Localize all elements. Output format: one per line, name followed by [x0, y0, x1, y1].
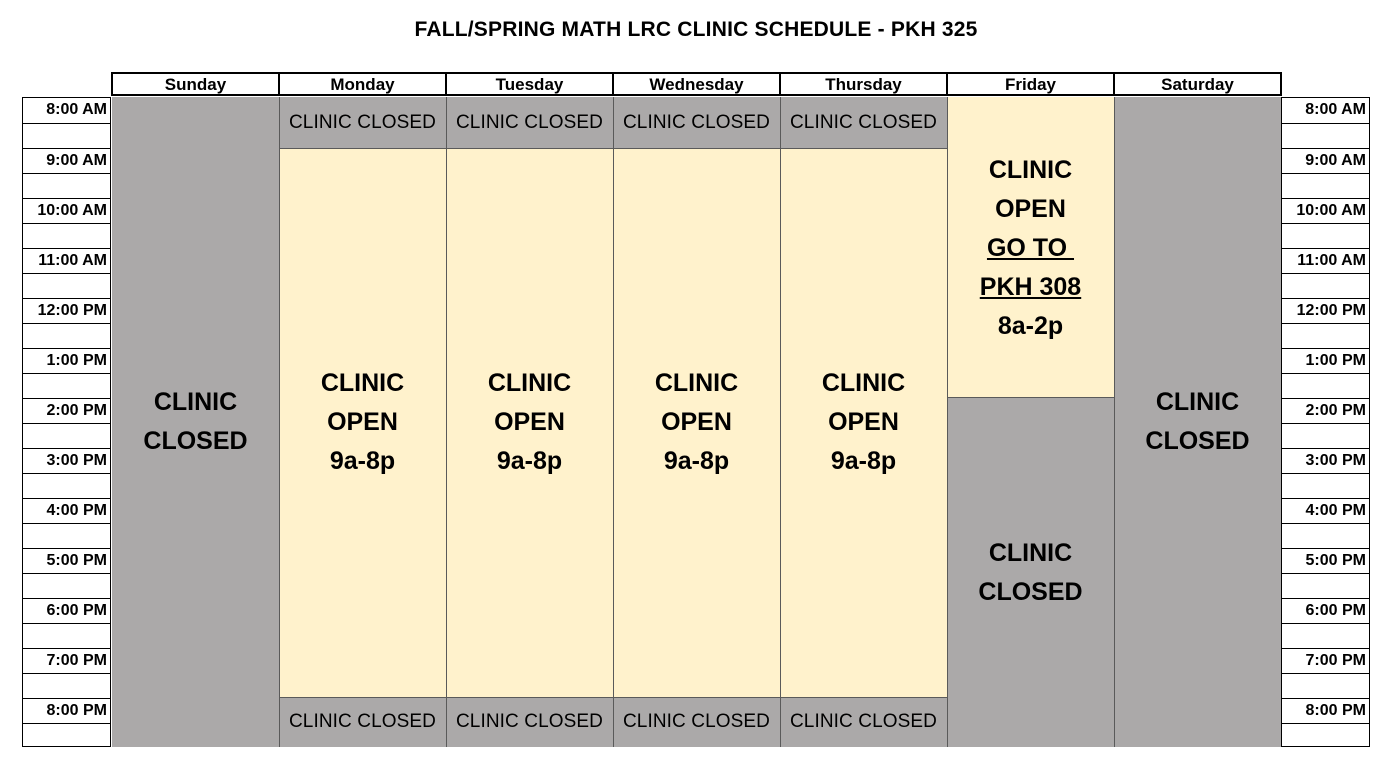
time-label: 11:00 AM	[23, 248, 110, 273]
header-monday: Monday	[278, 72, 447, 96]
time-label: 3:00 PM	[23, 448, 110, 473]
wednesday-morning-closed: CLINIC CLOSED	[613, 97, 780, 148]
time-label: 2:00 PM	[1282, 398, 1369, 423]
closed-line1: CLINIC	[1155, 388, 1240, 416]
monday-open-block	[279, 148, 446, 697]
time-label: 12:00 PM	[23, 298, 110, 323]
time-label: 9:00 AM	[1282, 148, 1369, 173]
open-line2: OPEN	[327, 408, 398, 436]
wednesday-evening-closed: CLINIC CLOSED	[613, 697, 780, 747]
open-line2: OPEN	[494, 408, 565, 436]
wednesday-open-block	[613, 148, 780, 697]
friday-open-hours: 8a-2p	[997, 312, 1064, 340]
closed-line2: CLOSED	[978, 577, 1083, 606]
page-title: FALL/SPRING MATH LRC CLINIC SCHEDULE - PKH 325	[414, 18, 978, 41]
closed-line2: CLOSED	[1145, 427, 1250, 455]
friday-open-line1: CLINIC	[988, 156, 1073, 184]
thursday-evening-closed: CLINIC CLOSED	[780, 697, 947, 747]
open-hours: 9a-8p	[663, 447, 730, 475]
closed-line2: CLOSED	[143, 427, 248, 455]
time-label: 11:00 AM	[1282, 248, 1369, 273]
column-divider	[947, 97, 948, 747]
closed-line1: CLINIC	[988, 538, 1073, 567]
time-column-left	[22, 97, 111, 747]
time-label: 7:00 PM	[1282, 648, 1369, 673]
tuesday-open-block	[446, 148, 613, 697]
open-line2: OPEN	[828, 408, 899, 436]
time-label: 9:00 AM	[23, 148, 110, 173]
header-thursday: Thursday	[779, 72, 948, 96]
tuesday-morning-closed: CLINIC CLOSED	[446, 97, 613, 148]
thursday-morning-closed: CLINIC CLOSED	[780, 97, 947, 148]
time-label: 4:00 PM	[1282, 498, 1369, 523]
time-label: 6:00 PM	[1282, 598, 1369, 623]
friday-open-block	[947, 97, 1114, 397]
column-divider	[780, 97, 781, 747]
time-column-right	[1281, 97, 1370, 747]
column-divider	[613, 97, 614, 747]
time-label: 8:00 AM	[46, 101, 107, 118]
open-line2: OPEN	[661, 408, 732, 436]
open-hours: 9a-8p	[496, 447, 563, 475]
column-divider	[446, 97, 447, 747]
time-label: 7:00 PM	[23, 648, 110, 673]
saturday-closed-block	[1114, 97, 1281, 747]
open-hours: 9a-8p	[329, 447, 396, 475]
sunday-closed-block	[112, 97, 279, 747]
header-friday: Friday	[946, 72, 1115, 96]
time-label: 8:00 PM	[23, 698, 110, 723]
friday-goto-line: GO TO	[986, 234, 1075, 262]
tuesday-evening-closed: CLINIC CLOSED	[446, 697, 613, 747]
header-saturday: Saturday	[1113, 72, 1282, 96]
row-divider	[279, 148, 947, 149]
open-line1: CLINIC	[487, 369, 572, 397]
open-line1: CLINIC	[821, 369, 906, 397]
time-label: 5:00 PM	[23, 548, 110, 573]
time-label: 6:00 PM	[23, 598, 110, 623]
row-divider	[279, 697, 947, 698]
header-tuesday: Tuesday	[445, 72, 614, 96]
time-label: 10:00 AM	[1282, 198, 1369, 223]
friday-open-line2: OPEN	[995, 195, 1066, 223]
friday-closed-block	[947, 398, 1114, 747]
time-label: 4:00 PM	[23, 498, 110, 523]
monday-evening-closed: CLINIC CLOSED	[279, 697, 446, 747]
closed-line1: CLINIC	[153, 388, 238, 416]
column-divider	[1114, 97, 1115, 747]
open-line1: CLINIC	[320, 369, 405, 397]
thursday-open-block	[780, 148, 947, 697]
open-hours: 9a-8p	[830, 447, 897, 475]
friday-room-line: PKH 308	[979, 273, 1082, 301]
time-label: 5:00 PM	[1282, 548, 1369, 573]
time-label: 1:00 PM	[1282, 348, 1369, 373]
time-label: 8:00 PM	[1282, 698, 1369, 723]
time-label: 8:00 AM	[1305, 101, 1366, 118]
time-label: 12:00 PM	[1282, 298, 1369, 323]
open-line1: CLINIC	[654, 369, 739, 397]
time-label: 10:00 AM	[23, 198, 110, 223]
column-divider	[279, 97, 280, 747]
time-label: 3:00 PM	[1282, 448, 1369, 473]
time-label: 1:00 PM	[23, 348, 110, 373]
header-sunday: Sunday	[111, 72, 280, 96]
time-label: 2:00 PM	[23, 398, 110, 423]
header-wednesday: Wednesday	[612, 72, 781, 96]
monday-morning-closed: CLINIC CLOSED	[279, 97, 446, 148]
